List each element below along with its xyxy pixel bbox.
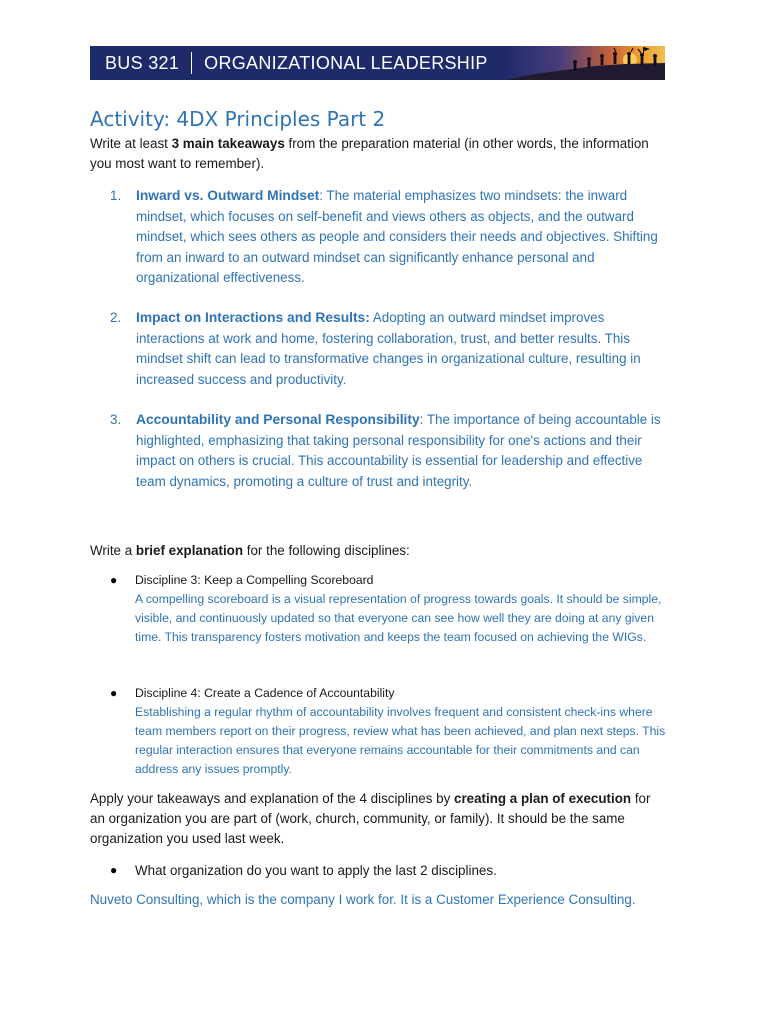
takeaway-term: Impact on Interactions and Results: [136,310,370,325]
discipline-item-4 [110,684,680,779]
takeaway-term: Inward vs. Outward Mindset [136,188,320,203]
takeaway-item-1 [110,186,670,289]
discipline-explanation: Establishing a regular rhythm of accountability involves frequent and consistent check-ins where team members report on their progress, review what has been achieved, and plan next steps. This regular interaction ensures that everyone remains accountable for their commitments and can address any issues promptly. [135,705,666,776]
disciplines-prompt: Write a brief explanation for the following disciplines: [90,543,410,558]
list-number: 3. [110,412,122,427]
course-banner [90,46,665,80]
takeaway-text: : The importance of being accountable is highlighted, emphasizing that taking personal responsibility for one's actions and their impact on others is crucial. This accountability is essential for leadership and effective team dynamics, promoting a culture of trust and integrity. [136,412,661,489]
apply-emphasis: creating a plan of execution [454,791,632,806]
answer-text: Nuveto Consulting, which is the company I work for. It is a Customer Experience Consulting. [90,892,636,907]
page-title: Activity: 4DX Principles Part 2 [90,107,386,131]
takeaway-term: Accountability and Personal Responsibility [136,412,420,427]
course-title: ORGANIZATIONAL LEADERSHIP [204,52,488,73]
team-silhouette-image [505,46,665,80]
apply-paragraph: Apply your takeaways and explanation of the 4 disciplines by creating a plan of execution for an organization you are part of (work, church, community, or family). It should be the same organization you used last week. [90,791,651,846]
takeaway-text: Adopting an outward mindset improves interactions at work and home, fostering collaboration, trust, and better results. This mindset shift can lead to transformative changes in organizational culture, resulting in increased success and productivity. [136,310,641,387]
list-number: 2. [110,310,122,325]
prompt-emphasis: brief explanation [135,543,244,558]
intro-paragraph: Write at least 3 main takeaways from the preparation material (in other words, the information you most want to remember). [90,136,649,171]
bullet-icon: ● [110,686,118,700]
discipline-explanation: A compelling scoreboard is a visual representation of progress towards goals. It should be simple, visible, and continuously updated so that everyone can see how well they are doing at any given time. This transparency fosters motivation and keeps the team focused on achieving the WIGs. [135,592,662,644]
bullet-icon: ● [110,863,118,877]
takeaway-item-2 [110,308,670,390]
discipline-heading: Discipline 3: Keep a Compelling Scoreboard [135,573,374,587]
takeaway-item-3 [110,410,670,492]
bullet-icon: ● [110,573,118,587]
banner-divider [191,52,192,74]
question-text: What organization do you want to apply the last 2 disciplines. [135,863,497,878]
intro-emphasis: 3 main takeaways [171,136,285,151]
list-number: 1. [110,188,122,203]
question-item [110,861,680,880]
discipline-item-3 [110,571,680,647]
takeaway-text: : The material emphasizes two mindsets: the inward mindset, which focuses on self-benefit and views others as objects, and the outward mindset, which sees others as people and considers their needs and objectives. Shifting from an inward to an outward mindset can significantly enhance personal and organizational effectiveness. [136,188,658,285]
course-code: BUS 321 [105,52,180,73]
discipline-heading: Discipline 4: Create a Cadence of Accountability [135,686,395,700]
